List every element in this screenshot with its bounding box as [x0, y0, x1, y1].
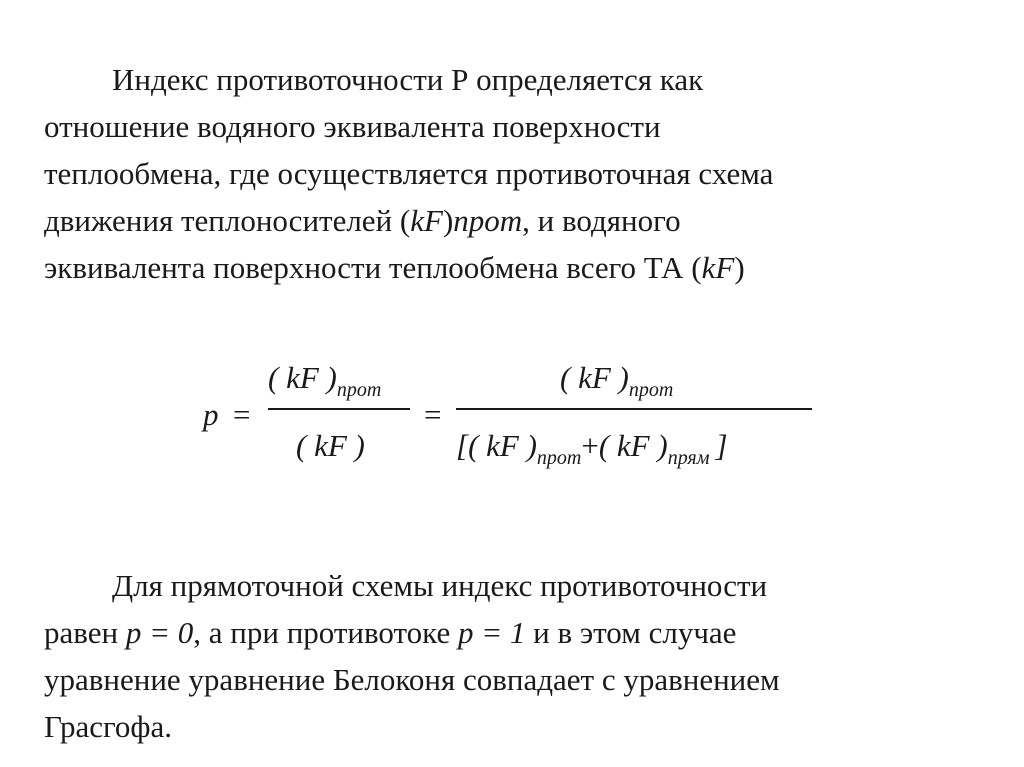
fraction1-bar: [268, 408, 410, 410]
formula-lhs: p: [203, 397, 219, 432]
formula-subscript: прот: [536, 447, 582, 469]
fraction1-numerator: [268, 362, 381, 400]
formula-equals-1: =: [233, 397, 251, 432]
text-fragment: , и водяного: [522, 203, 681, 238]
text-line: [44, 656, 994, 703]
text-fragment: движения теплоносителей (: [44, 203, 411, 238]
text-line: [44, 56, 994, 103]
text-line: [44, 609, 994, 656]
text-fragment: Для прямоточной схемы индекс противоточности: [112, 568, 768, 603]
text-line: [44, 103, 994, 150]
text-line: [44, 150, 994, 197]
formula-plus: +: [581, 428, 599, 463]
formula-equals-2: =: [424, 397, 442, 432]
text-fragment: и в этом случае: [525, 615, 737, 650]
fraction2-denominator: [456, 430, 728, 468]
p-equals-one: p = 1: [457, 615, 526, 650]
text-fragment: теплообмена, где осуществляется противоточная схема: [44, 156, 774, 191]
formula-subscript: прям: [667, 447, 710, 469]
formula-term: ( kF ): [560, 360, 629, 395]
formula-term: [( kF ): [456, 428, 537, 463]
text-fragment: , а при противотоке: [193, 615, 458, 650]
text-fragment: Индекс противоточности Р определяется как: [112, 62, 704, 97]
formula-term: ( kF ): [268, 360, 337, 395]
text-fragment: Грасгофа.: [44, 709, 173, 744]
text-fragment: эквивалента поверхности теплообмена всего ТА (: [44, 250, 702, 285]
paragraph-definition: [44, 56, 994, 291]
formula-term: ( kF ): [598, 428, 668, 463]
fraction2-numerator: [560, 362, 673, 400]
fraction1-denominator: ( kF ): [296, 428, 365, 463]
text-fragment: равен: [44, 615, 126, 650]
formula-term: ]: [715, 428, 728, 463]
p-equals-zero: p = 0: [125, 615, 194, 650]
prot-subscript: прот: [453, 203, 523, 238]
kf-symbol: kF: [410, 203, 443, 238]
text-fragment: уравнение уравнение Белоконя совпадает с уравнением: [44, 662, 780, 697]
paragraph-conclusion: [44, 562, 994, 750]
text-line: [44, 703, 994, 750]
formula-subscript: прот: [336, 379, 382, 401]
fraction2-bar: [456, 408, 812, 410]
text-line: [44, 197, 994, 244]
text-fragment: отношение водяного эквивалента поверхности: [44, 109, 661, 144]
kf-symbol: kF: [701, 250, 735, 285]
text-line: [44, 562, 994, 609]
formula-subscript: прот: [628, 379, 674, 401]
counterflow-index-formula: [200, 352, 840, 482]
text-fragment: ): [442, 203, 454, 238]
text-line: [44, 244, 994, 291]
text-fragment: ): [734, 250, 745, 285]
